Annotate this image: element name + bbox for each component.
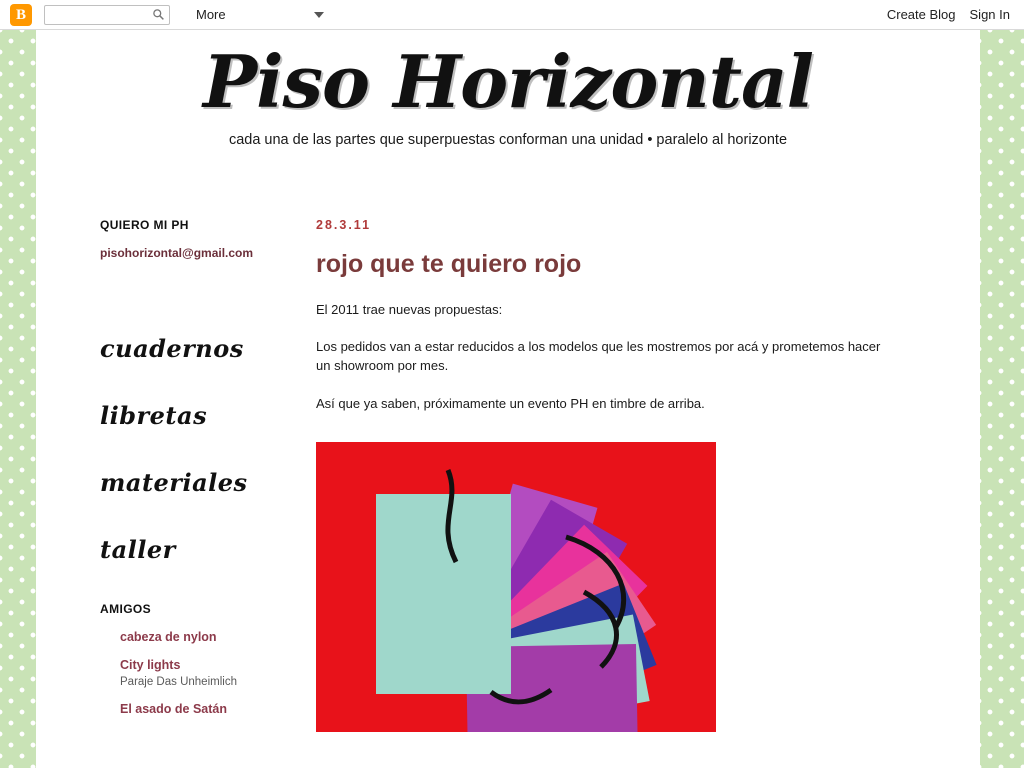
- navbar-more-button[interactable]: More: [196, 7, 226, 22]
- post-main: [276, 218, 980, 732]
- sidebar-item-libretas[interactable]: libretas: [100, 400, 208, 430]
- friend-sub-paraje-das-unheimlich: Paraje Das Unheimlich: [120, 675, 237, 688]
- blog-body: [36, 218, 980, 732]
- post-title[interactable]: rojo que te quiero rojo: [316, 249, 582, 278]
- search-input[interactable]: [49, 8, 151, 22]
- sidebar-friends-heading: AMIGOS: [100, 601, 152, 616]
- friend-link-city-lights[interactable]: City lights: [120, 657, 181, 672]
- create-blog-link[interactable]: Create Blog: [886, 7, 956, 22]
- blogger-logo-icon[interactable]: [10, 4, 32, 26]
- sidebar-item-taller[interactable]: taller: [100, 534, 176, 564]
- sidebar: [36, 218, 276, 732]
- page-subtitle: cada una de las partes que superpuestas conforman una unidad • paralelo al horizonte: [228, 131, 788, 148]
- post-paragraph-2: Los pedidos van a estar reducidos a los modelos que les mostremos por acá y prometemos hacer un showroom por mes.: [316, 339, 881, 374]
- sidebar-item-materiales[interactable]: materiales: [100, 467, 248, 497]
- post-image[interactable]: [316, 442, 716, 732]
- blog-content-column: [36, 30, 980, 768]
- sign-in-link[interactable]: Sign In: [969, 7, 1010, 22]
- search-icon[interactable]: [152, 8, 165, 21]
- post-paragraph-1: El 2011 trae nuevas propuestas:: [316, 301, 503, 317]
- friend-link-el-asado-de-satan[interactable]: El asado de Satán: [120, 701, 227, 716]
- post-date: 28.3.11: [316, 217, 372, 232]
- chevron-down-icon[interactable]: [314, 12, 324, 18]
- sidebar-item-cuadernos[interactable]: cuadernos: [100, 333, 244, 363]
- blogger-navbar: [0, 0, 1024, 30]
- notebooks-fan-illustration: [316, 442, 716, 732]
- navbar-right-links: [887, 7, 1010, 22]
- sidebar-contact-heading: QUIERO MI PH: [100, 217, 189, 232]
- sidebar-contact-email[interactable]: pisohorizontal@gmail.com: [100, 245, 254, 260]
- post-paragraph-3: Así que ya saben, próximamente un evento PH en timbre de arriba.: [316, 396, 705, 412]
- search-input-wrapper[interactable]: [44, 5, 170, 25]
- page-title: Piso Horizontal: [203, 39, 813, 124]
- friend-link-cabeza-de-nylon[interactable]: cabeza de nylon: [120, 629, 217, 644]
